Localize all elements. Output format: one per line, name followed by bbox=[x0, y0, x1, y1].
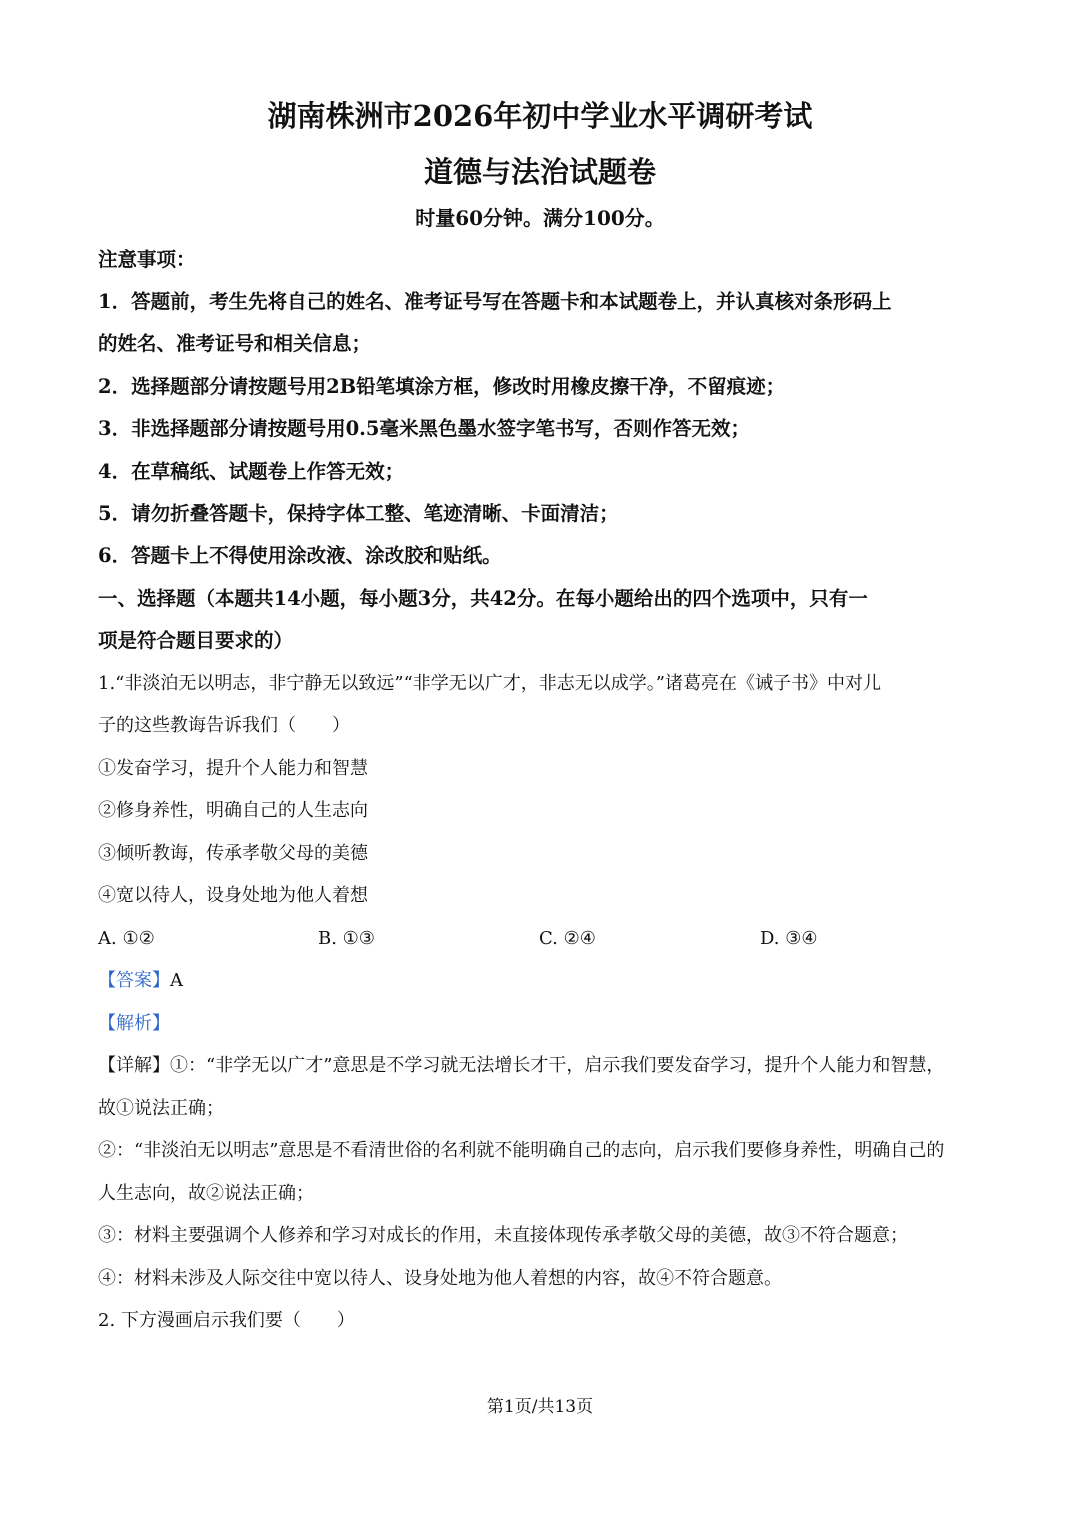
page-footer: 第1页/共13页 bbox=[486, 1397, 594, 1417]
notice-item-5: 5．请勿折叠答题卡，保持字体工整、笔迹清晰、卡面清洁； bbox=[98, 502, 619, 525]
section-heading-cont: 项是符合题目要求的） bbox=[98, 629, 294, 652]
question-1-stem-cont: 子的这些教诲告诉我们（ ） bbox=[98, 715, 350, 736]
answer-value: A bbox=[170, 970, 183, 991]
option-c: C. ②④ bbox=[539, 928, 596, 949]
notice-item-3: 3．非选择题部分请按题号用0.5毫米黑色墨水签字笔书写，否则作答无效； bbox=[98, 417, 750, 440]
notice-item-2: 2．选择题部分请按题号用2B铅笔填涂方框，修改时用橡皮擦干净，不留痕迹； bbox=[98, 375, 786, 398]
notice-item-4: 4．在草稿纸、试题卷上作答无效； bbox=[98, 460, 405, 483]
analysis-detail: 故①说法正确； bbox=[98, 1098, 224, 1119]
analysis-detail: 人生志向，故②说法正确； bbox=[98, 1183, 314, 1204]
notice-heading: 注意事项： bbox=[98, 248, 196, 271]
question-1-statement: ①发奋学习，提升个人能力和智慧 bbox=[98, 758, 368, 779]
notice-item-6: 6．答题卡上不得使用涂改液、涂改胶和贴纸。 bbox=[98, 544, 502, 567]
question-1-stem: 1.“非淡泊无以明志，非宁静无以致远”“非学无以广才，非志无以成学。”诸葛亮在《诫子书》中对儿 bbox=[98, 673, 881, 694]
question-1-statement: ③倾听教诲，传承孝敬父母的美德 bbox=[98, 843, 368, 864]
question-1-statement: ②修身养性，明确自己的人生志向 bbox=[98, 800, 368, 821]
analysis-detail: ④：材料未涉及人际交往中宽以待人、设身处地为他人着想的内容，故④不符合题意。 bbox=[98, 1268, 782, 1289]
notice-item-1: 1．答题前，考生先将自己的姓名、准考证号写在答题卡和本试题卷上，并认真核对条形码上 bbox=[98, 290, 892, 313]
analysis-tag: 【解析】 bbox=[98, 1013, 170, 1034]
option-d: D. ③④ bbox=[760, 928, 818, 949]
question-1-statement: ④宽以待人，设身处地为他人着想 bbox=[98, 885, 368, 906]
option-a: A. ①② bbox=[98, 928, 155, 949]
question-2-stem: 2. 下方漫画启示我们要（ ） bbox=[98, 1310, 355, 1331]
exam-title: 湖南株洲市2026年初中学业水平调研考试 bbox=[267, 99, 813, 133]
section-heading: 一、选择题（本题共14小题，每小题3分，共42分。在每小题给出的四个选项中，只有一 bbox=[98, 587, 868, 610]
answer-line bbox=[98, 967, 988, 995]
exam-time-info: 时量60分钟。满分100分。 bbox=[415, 206, 665, 230]
analysis-detail: ②：“非淡泊无以明志”意思是不看清世俗的名利就不能明确自己的志向，启示我们要修身养性，明确自己的 bbox=[98, 1140, 945, 1161]
analysis-detail: ③：材料主要强调个人修养和学习对成长的作用，未直接体现传承孝敬父母的美德，故③不符合题意； bbox=[98, 1225, 908, 1246]
analysis-detail: 【详解】①：“非学无以广才”意思是不学习就无法增长才干，启示我们要发奋学习，提升个人能力和智慧， bbox=[98, 1055, 945, 1076]
exam-subject-title: 道德与法治试题卷 bbox=[423, 155, 656, 189]
notice-item-1-cont: 的姓名、准考证号和相关信息； bbox=[98, 332, 372, 355]
option-b: B. ①③ bbox=[318, 928, 375, 949]
answer-tag: 【答案】 bbox=[98, 970, 170, 991]
